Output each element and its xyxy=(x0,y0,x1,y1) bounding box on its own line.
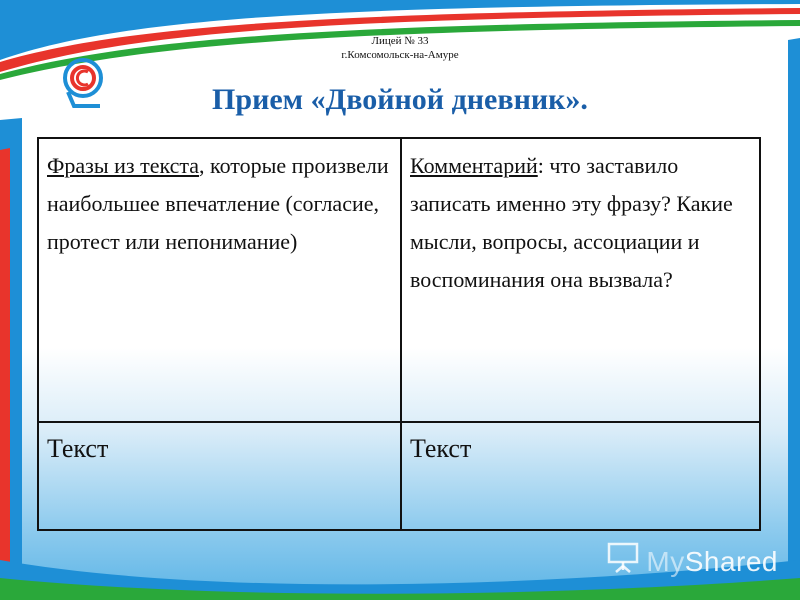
organization-header xyxy=(200,34,600,62)
table-cell-phrases xyxy=(38,138,401,422)
watermark-logo xyxy=(646,546,778,578)
table-row-body xyxy=(38,422,760,530)
org-city: г.Комсомольск-на-Амуре xyxy=(341,49,459,61)
comment-description xyxy=(410,147,751,299)
comment-heading-rest: : что заставило записать именно эту фразу? Какие мысли, вопросы, ассоциации и воспоминания она вызвала? xyxy=(410,153,733,292)
watermark-shared: Shared xyxy=(684,546,778,577)
phrases-heading-rest: , которые произвели наибольшее впечатление (согласие, протест или непонимание) xyxy=(47,153,389,254)
comment-heading: Комментарий xyxy=(410,153,538,178)
presentation-icon xyxy=(606,540,640,574)
table-cell-comment xyxy=(401,138,760,422)
phrases-heading: Фразы из текста xyxy=(47,153,200,178)
left-body-text: Текст xyxy=(47,434,109,463)
double-diary-table xyxy=(37,137,761,531)
table-cell-left-body xyxy=(38,422,401,530)
right-body-text: Текст xyxy=(410,434,472,463)
phrases-description xyxy=(47,147,392,261)
slide-title: Прием «Двойной дневник». xyxy=(212,83,588,116)
org-name: Лицей № 33 xyxy=(371,35,429,47)
left-red-stripe xyxy=(0,148,10,600)
table-cell-right-body xyxy=(401,422,760,530)
right-blue-stripe xyxy=(788,38,800,600)
watermark-my: My xyxy=(646,546,685,577)
table-row-header xyxy=(38,138,760,422)
